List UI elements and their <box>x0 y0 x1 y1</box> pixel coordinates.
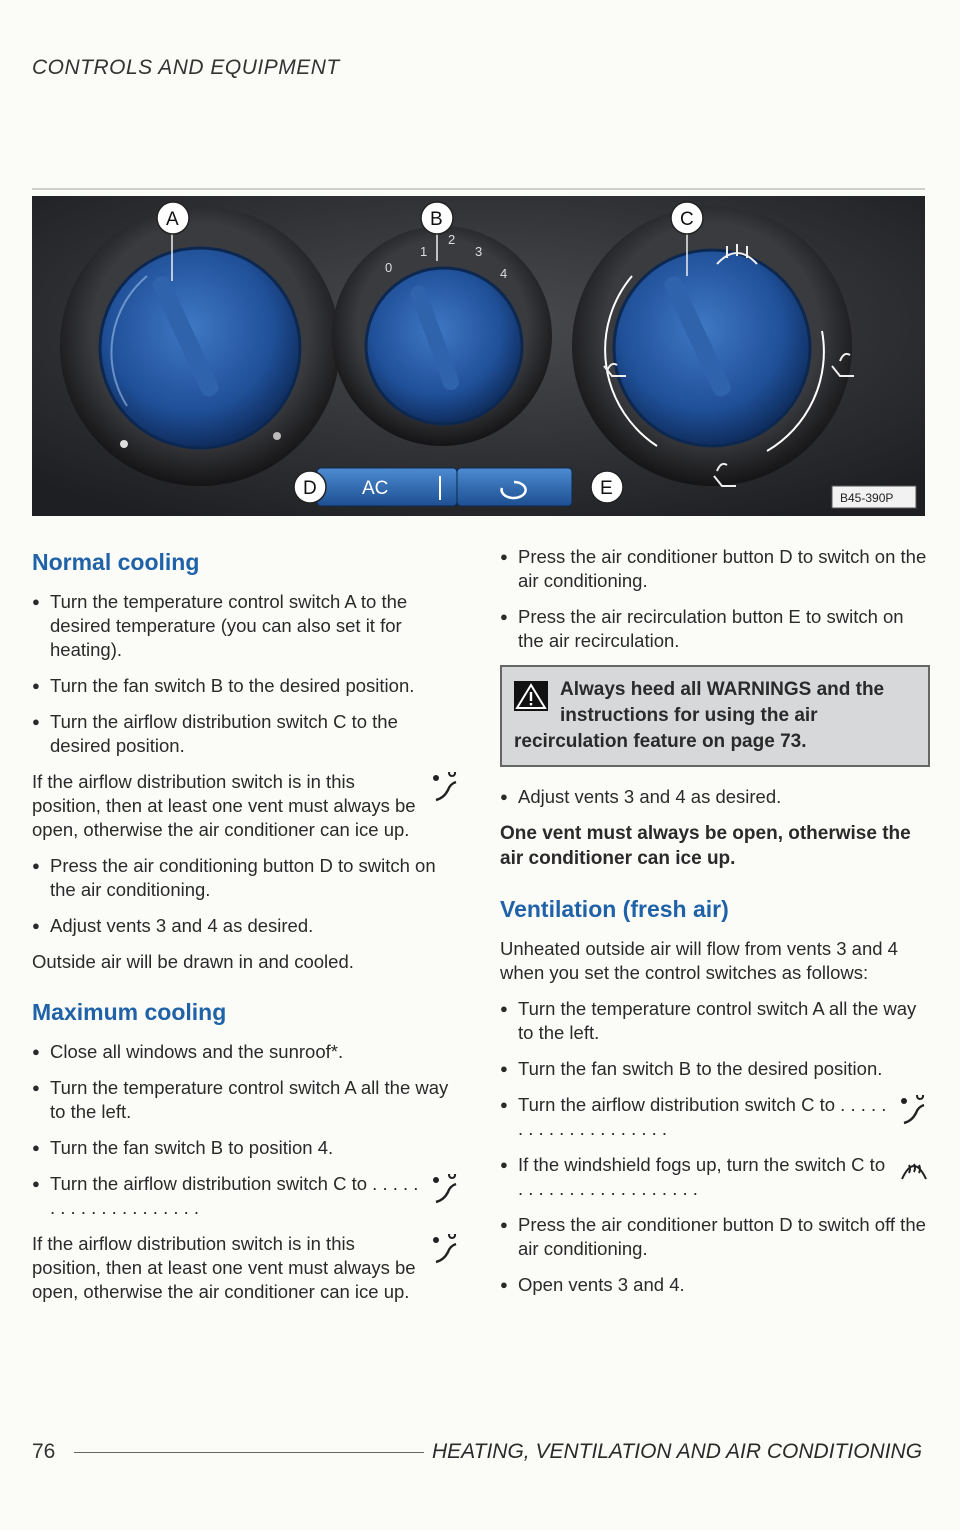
right-step-2: ● Press the air recirculation button E to switch on the air recirculation. <box>500 605 930 653</box>
image-code: B45-390P <box>840 491 894 505</box>
footer-rule <box>74 1452 424 1453</box>
callout-a-label: A <box>166 209 179 230</box>
climate-control-photo <box>32 196 925 516</box>
callout-d-label: D <box>303 478 317 499</box>
footer-title: HEATING, VENTILATION AND AIR CONDITIONING <box>432 1440 923 1463</box>
callout-b-label: B <box>430 209 443 230</box>
warning-icon <box>514 681 548 711</box>
right-column <box>500 545 930 1309</box>
normal-step-5: ● Adjust vents 3 and 4 as desired. <box>32 914 462 938</box>
recirculation-button-e <box>457 468 572 506</box>
heading-normal-cooling: Normal cooling <box>32 549 200 575</box>
callout-e <box>591 471 623 503</box>
normal-step-4: ● Press the air conditioning button D to switch on the air conditioning. <box>32 854 462 902</box>
page-header: CONTROLS AND EQUIPMENT <box>32 56 340 79</box>
foot-face-vent-icon <box>430 1174 462 1204</box>
heading-ventilation: Ventilation (fresh air) <box>500 896 729 922</box>
warning-text: Always heed all WARNINGS and the instructions for using the air recirculation feature on page 73. <box>514 679 885 752</box>
normal-step-2: ● Turn the fan switch B to the desired position. <box>32 674 462 698</box>
max-note-icing: If the airflow distribution switch is in this position, then at least one vent must always be open, otherwise the air conditioner can ice up. <box>32 1233 416 1302</box>
normal-note: Outside air will be drawn in and cooled. <box>32 951 354 972</box>
ac-label: AC <box>362 478 389 499</box>
fan-tick-3: 3 <box>475 244 483 259</box>
right-bold-note: One vent must always be open, otherwise the air conditioner can ice up. <box>500 823 911 869</box>
right-step-1: ● Press the air conditioner button D to switch on the air conditioning. <box>500 545 930 593</box>
page-number: 76 <box>32 1440 56 1463</box>
right-adjust: ● Adjust vents 3 and 4 as desired. <box>500 785 930 809</box>
callout-b <box>421 202 453 234</box>
normal-note-icing: If the airflow distribution switch is in this position, then at least one vent must always be open, otherwise the air conditioner can ice up. <box>32 771 416 840</box>
defrost-icon <box>898 1155 930 1185</box>
max-step-2: ● Turn the temperature control switch A all the way to the left. <box>32 1076 462 1124</box>
callout-c <box>671 202 703 234</box>
temperature-knob-a <box>60 206 340 486</box>
vent-step-3: Turn the airflow distribution switch C to . . . . . . . . . . . . . . . . . . . . <box>518 1094 887 1139</box>
fan-tick-2: 2 <box>448 232 456 247</box>
max-step-4: Turn the airflow distribution switch C to . . . . . . . . . . . . . . . . . . . . <box>50 1173 419 1218</box>
heading-maximum-cooling: Maximum cooling <box>32 999 227 1025</box>
normal-step-3: ● Turn the airflow distribution switch C to the desired position. <box>32 710 462 758</box>
vent-step-1: ● Turn the temperature control switch A all the way to the left. <box>500 997 930 1045</box>
vent-step-6: ● Open vents 3 and 4. <box>500 1273 930 1297</box>
max-step-3: ● Turn the fan switch B to position 4. <box>32 1136 462 1160</box>
callout-a <box>157 202 189 234</box>
left-column <box>32 540 462 1304</box>
header-rule <box>32 188 925 190</box>
callout-d <box>294 471 326 503</box>
max-step-1: ● Close all windows and the sunroof*. <box>32 1040 462 1064</box>
airflow-knob-c <box>572 206 854 486</box>
fan-knob-b <box>332 226 552 446</box>
fan-tick-0: 0 <box>385 260 393 275</box>
foot-face-vent-icon <box>430 1234 462 1264</box>
vent-step-5: ● Press the air conditioner button D to switch off the air conditioning. <box>500 1213 930 1261</box>
normal-step-1: ● Turn the temperature control switch A to the desired temperature (you can also set it for heating). <box>32 590 462 662</box>
fan-tick-1: 1 <box>420 244 428 259</box>
ac-button-d <box>317 468 457 506</box>
ventilation-intro: Unheated outside air will flow from vents 3 and 4 when you set the control switches as follows: <box>500 938 898 983</box>
foot-face-vent-icon <box>430 772 462 802</box>
warning-box <box>500 665 930 767</box>
vent-step-2: ● Turn the fan switch B to the desired position. <box>500 1057 930 1081</box>
callout-e-label: E <box>600 478 613 499</box>
callout-c-label: C <box>680 209 694 230</box>
fan-tick-4: 4 <box>500 266 508 281</box>
vent-step-4: If the windshield fogs up, turn the switch C to . . . . . . . . . . . . . . . . . . <box>518 1154 886 1199</box>
foot-face-vent-icon <box>898 1095 930 1125</box>
